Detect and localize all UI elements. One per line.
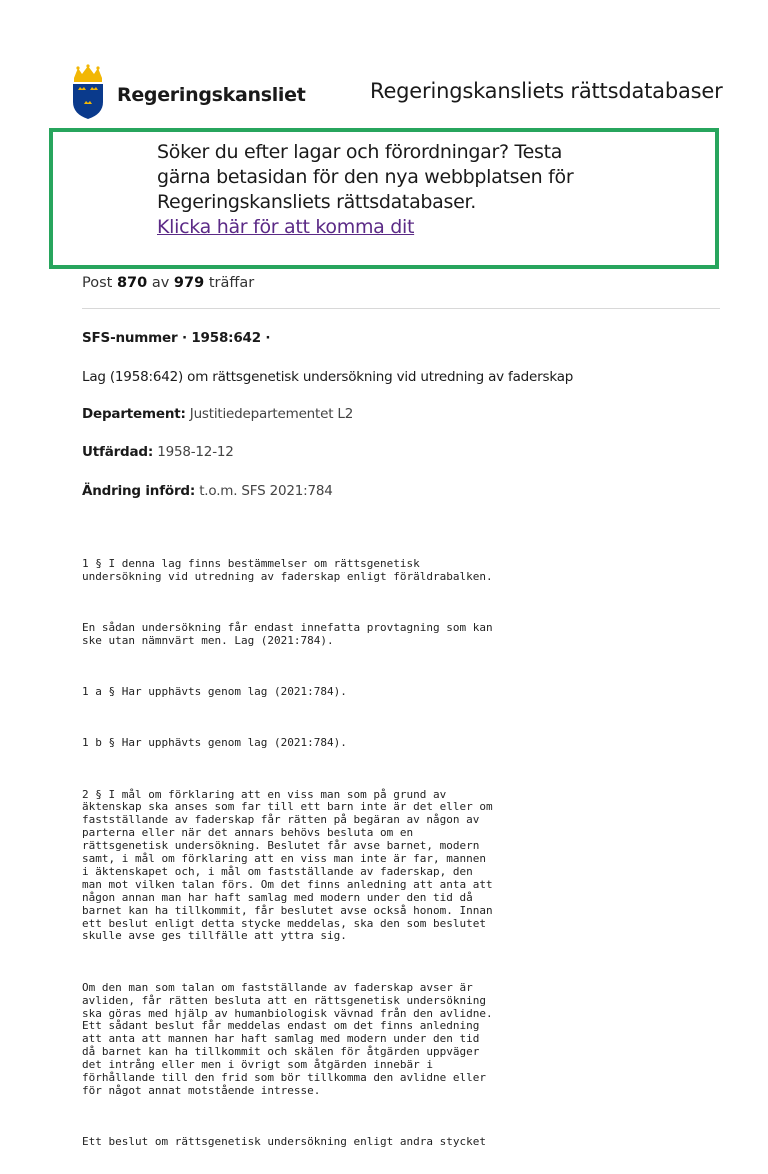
law-paragraph: En sådan undersökning får endast innefatta provtagning som kan ske utan nämnvärt men. Lag (2021:784). bbox=[82, 620, 493, 647]
law-paragraph: 2 § I mål om förklaring att en viss man som på grund av äktenskap ska anses som far till ett barn inte är det eller om fastställande av faderskap får rätten på begäran av någon av parterna eller när det annars behövs besluta om en rättsgenetisk undersökning. Beslutet får avse barnet, modern samt, i mål om förklaring att en viss man inte är far, mannen i äktenskapet och, i mål om fastställande av faderskap, den man mot vilken talan förs. Om det finns anledning att anta att någon annan man har haft samlag med modern under den tid då barnet kan ha tillkommit, får beslutet avse också honom. Innan ett beslut enligt detta stycke meddelas, ska den som beslutet skulle avse ges tillfälle att yttra sig. bbox=[82, 787, 493, 943]
amended-label: Ändring införd: bbox=[82, 483, 196, 499]
notice-line-1: Söker du efter lagar och förordningar? Testa bbox=[157, 141, 563, 163]
divider bbox=[82, 308, 720, 309]
counter-total: 979 bbox=[173, 275, 205, 291]
issued-row bbox=[82, 444, 234, 460]
site-title: Regeringskansliets rättsdatabaser bbox=[370, 79, 723, 103]
law-paragraph: 1 a § Har upphävts genom lag (2021:784). bbox=[82, 685, 347, 699]
site-header bbox=[0, 0, 768, 130]
law-paragraph: Om den man som talan om fastställande av faderskap avser är avliden, får rätten besluta att en rättsgenetisk undersökning ska göras med hjälp av humanbiologisk vävnad från den avlidne. Ett sådant beslut får meddelas endast om det finns anledning att anta att mannen har haft samlag med modern under den tid då barnet kan ha tillkommit och skälen för åtgärden uppväger det intrång eller men i övrigt som åtgärden innebär i förhållande till den frid som bör tillkomma den avlidne eller för något annat motstående intresse. bbox=[82, 980, 493, 1097]
counter-suffix: träffar bbox=[208, 275, 255, 291]
sfs-number bbox=[82, 330, 270, 346]
counter-current: 870 bbox=[116, 275, 148, 291]
law-text-body bbox=[82, 532, 542, 1174]
result-counter bbox=[82, 275, 254, 291]
law-title-text: Lag (1958:642) om rättsgenetisk undersökning vid utredning av faderskap bbox=[82, 369, 574, 385]
issued-label: Utfärdad: bbox=[82, 444, 154, 460]
amended-row bbox=[82, 483, 333, 499]
amended-value: t.o.m. SFS 2021:784 bbox=[199, 483, 333, 499]
issued-value: 1958-12-12 bbox=[157, 444, 234, 460]
law-paragraph: 1 b § Har upphävts genom lag (2021:784). bbox=[82, 736, 347, 750]
notice-line-2: gärna betasidan för den nya webbplatsen för bbox=[157, 166, 574, 188]
sfs-number-text: SFS-nummer · 1958:642 · bbox=[82, 330, 271, 346]
counter-prefix: Post bbox=[82, 275, 113, 291]
notice-line-3: Regeringskansliets rättsdatabaser. bbox=[157, 191, 477, 213]
department-label: Departement: bbox=[82, 406, 186, 422]
law-paragraph: 1 § I denna lag finns bestämmelser om rättsgenetisk undersökning vid utredning av faderskap enligt föräldrabalken. bbox=[82, 556, 493, 583]
law-title bbox=[82, 369, 573, 385]
beta-site-link[interactable]: Klicka här för att komma dit bbox=[157, 216, 415, 238]
beta-notice-box bbox=[49, 128, 719, 269]
law-paragraph: Ett beslut om rättsgenetisk undersökning enligt andra stycket bbox=[82, 1135, 486, 1149]
org-name[interactable]: Regeringskansliet bbox=[117, 84, 306, 106]
department-row bbox=[82, 406, 353, 422]
counter-of: av bbox=[151, 275, 170, 291]
crown-coat-of-arms-logo[interactable] bbox=[68, 64, 108, 120]
beta-notice-text bbox=[157, 140, 617, 240]
department-value: Justitiedepartementet L2 bbox=[189, 406, 354, 422]
